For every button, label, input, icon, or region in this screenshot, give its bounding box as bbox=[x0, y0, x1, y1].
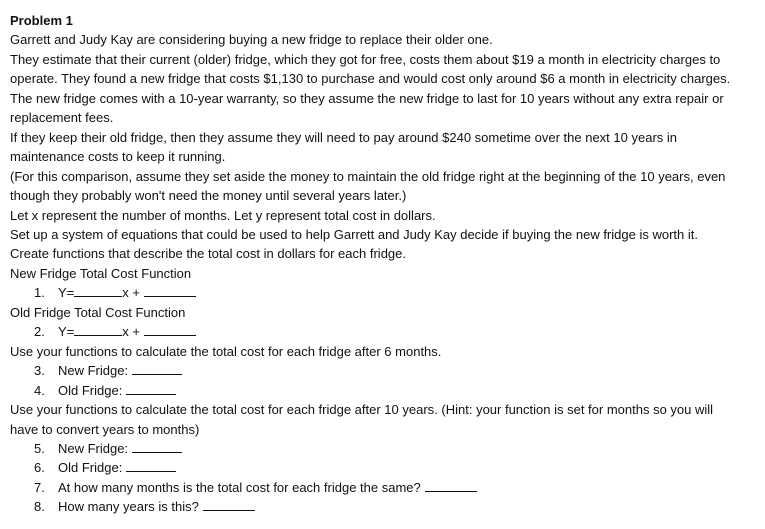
question-label: New Fridge: bbox=[58, 440, 129, 456]
question-number: 2. bbox=[34, 324, 45, 340]
answer-blank[interactable] bbox=[132, 362, 182, 375]
paragraph-line: maintenance costs to keep it running. bbox=[10, 149, 226, 165]
intercept-answer-blank[interactable] bbox=[144, 284, 196, 297]
paragraph-line: The new fridge comes with a 10-year warranty, so they assume the new fridge to last for 10 years without any extra repair or bbox=[10, 90, 724, 106]
question-label: Old Fridge: bbox=[58, 460, 123, 476]
paragraph-line: They estimate that their current (older) fridge, which they got for free, costs them about $19 a month in electricity charges to bbox=[10, 51, 721, 67]
equation-mid: x + bbox=[122, 285, 140, 301]
ten-years-prompt-continued: have to convert years to months) bbox=[10, 421, 200, 437]
equation-prefix: Y= bbox=[58, 324, 75, 340]
equation-mid: x + bbox=[122, 324, 140, 340]
problem-title: Problem 1 bbox=[10, 13, 73, 28]
equation-prefix: Y= bbox=[58, 285, 75, 301]
paragraph-line: If they keep their old fridge, then they assume they will need to pay around $240 sometime over the next 10 years in bbox=[10, 129, 677, 145]
answer-blank[interactable] bbox=[203, 498, 255, 511]
question-6 bbox=[10, 458, 765, 477]
question-number: 4. bbox=[34, 382, 45, 398]
question-number: 6. bbox=[34, 460, 45, 476]
ten-years-prompt: Use your functions to calculate the total cost for each fridge after 10 years. (Hint: your function is set for months so you will bbox=[10, 402, 714, 418]
old-fridge-heading: Old Fridge Total Cost Function bbox=[10, 304, 186, 320]
paragraph-line: Create functions that describe the total cost in dollars for each fridge. bbox=[10, 246, 406, 262]
answer-blank[interactable] bbox=[126, 459, 176, 472]
question-7 bbox=[10, 478, 765, 497]
slope-answer-blank[interactable] bbox=[74, 284, 122, 297]
paragraph-line: Garrett and Judy Kay are considering buying a new fridge to replace their older one. bbox=[10, 32, 493, 48]
question-number: 3. bbox=[34, 363, 45, 379]
question-2 bbox=[10, 322, 765, 341]
question-3 bbox=[10, 361, 765, 380]
new-fridge-heading: New Fridge Total Cost Function bbox=[10, 265, 192, 281]
paragraph-line: though they probably won't need the money until several years later.) bbox=[10, 188, 407, 204]
question-number: 1. bbox=[34, 285, 45, 301]
question-label: At how many months is the total cost for each fridge the same? bbox=[58, 479, 421, 495]
question-1 bbox=[10, 283, 765, 302]
paragraph-line: operate. They found a new fridge that costs $1,130 to purchase and would cost only around $6 a month in electricity charges. bbox=[10, 71, 731, 87]
paragraph-line: Set up a system of equations that could be used to help Garrett and Judy Kay decide if buying the new fridge is worth it. bbox=[10, 226, 698, 242]
slope-answer-blank[interactable] bbox=[74, 323, 122, 336]
paragraph-line: (For this comparison, assume they set aside the money to maintain the old fridge right at the beginning of the 10 years, even bbox=[10, 168, 726, 184]
question-label: How many years is this? bbox=[58, 499, 199, 515]
intercept-answer-blank[interactable] bbox=[144, 323, 196, 336]
question-8 bbox=[10, 497, 765, 516]
question-label: Old Fridge: bbox=[58, 382, 123, 398]
answer-blank[interactable] bbox=[126, 382, 176, 395]
answer-blank[interactable] bbox=[132, 440, 182, 453]
question-5 bbox=[10, 439, 765, 458]
question-number: 5. bbox=[34, 440, 45, 456]
question-label: New Fridge: bbox=[58, 363, 129, 379]
paragraph-line: replacement fees. bbox=[10, 110, 114, 126]
question-4 bbox=[10, 381, 765, 400]
question-number: 8. bbox=[34, 499, 45, 515]
answer-blank[interactable] bbox=[425, 479, 477, 492]
paragraph-line: Let x represent the number of months. Let y represent total cost in dollars. bbox=[10, 207, 436, 223]
question-number: 7. bbox=[34, 479, 45, 495]
six-months-prompt: Use your functions to calculate the total cost for each fridge after 6 months. bbox=[10, 343, 442, 359]
